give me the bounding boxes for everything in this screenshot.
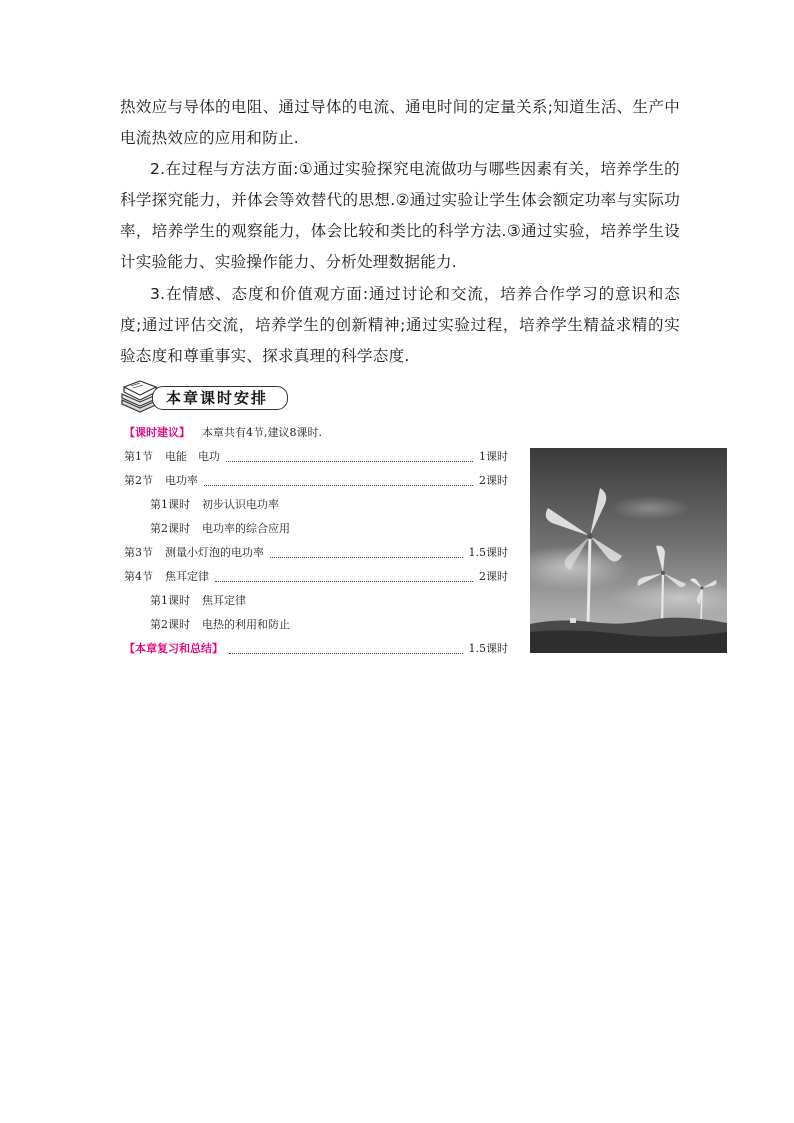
schedule-row: 第4节 焦耳定律 2课时: [124, 570, 508, 583]
leader-dots: [229, 644, 463, 654]
suggestion-text: 本章共有4节,建议8课时.: [202, 426, 322, 439]
paragraph-emotion-attitude-values: 3.在情感、态度和价值观方面:通过讨论和交流，培养合作学习的意识和态度;通过评估交流，培养学生的创新精神;通过实验过程，培养学生精益求精的实验态度和尊重事实、探求真理的科学态度.: [120, 285, 680, 365]
paragraph-knowledge-continuation: 热效应与导体的电阻、通过导体的电流、通电时间的定量关系;知道生活、生产中电流热效应的应用和防止.: [120, 98, 680, 147]
schedule-subrow: 第1课时 焦耳定律: [150, 594, 246, 607]
leader-dots: [270, 548, 463, 558]
suggestion-tag: 【课时建议】: [124, 426, 190, 439]
schedule-subrow: 第2课时 电热的利用和防止: [150, 618, 290, 631]
banner-title: 本章课时安排: [166, 389, 269, 407]
paragraph-process-and-method: 2.在过程与方法方面:①通过实验探究电流做功与哪些因素有关，培养学生的科学探究能力，并体会等效替代的思想.②通过实验让学生体会额定功率与实际功率，培养学生的观察能力，体会比较和类比的科学方法.③通过实验，培养学生设计实验能力、实验操作能力、分析处理数据能力.: [120, 160, 680, 271]
schedule-row: 第2节 电功率 2课时: [124, 474, 508, 487]
schedule-row: 第1节 电能 电功 1课时: [124, 450, 508, 463]
section-banner: [118, 378, 288, 414]
wind-turbines-photo: [530, 448, 727, 653]
schedule-review-row: 【本章复习和总结】 1.5课时: [124, 642, 508, 655]
leader-dots: [226, 452, 473, 462]
schedule-subrow: 第2课时 电功率的综合应用: [150, 522, 290, 535]
schedule-subrow: 第1课时 初步认识电功率: [150, 498, 279, 511]
leader-dots: [204, 476, 473, 486]
schedule-row: 第3节 测量小灯泡的电功率 1.5课时: [124, 546, 508, 559]
leader-dots: [215, 572, 473, 582]
